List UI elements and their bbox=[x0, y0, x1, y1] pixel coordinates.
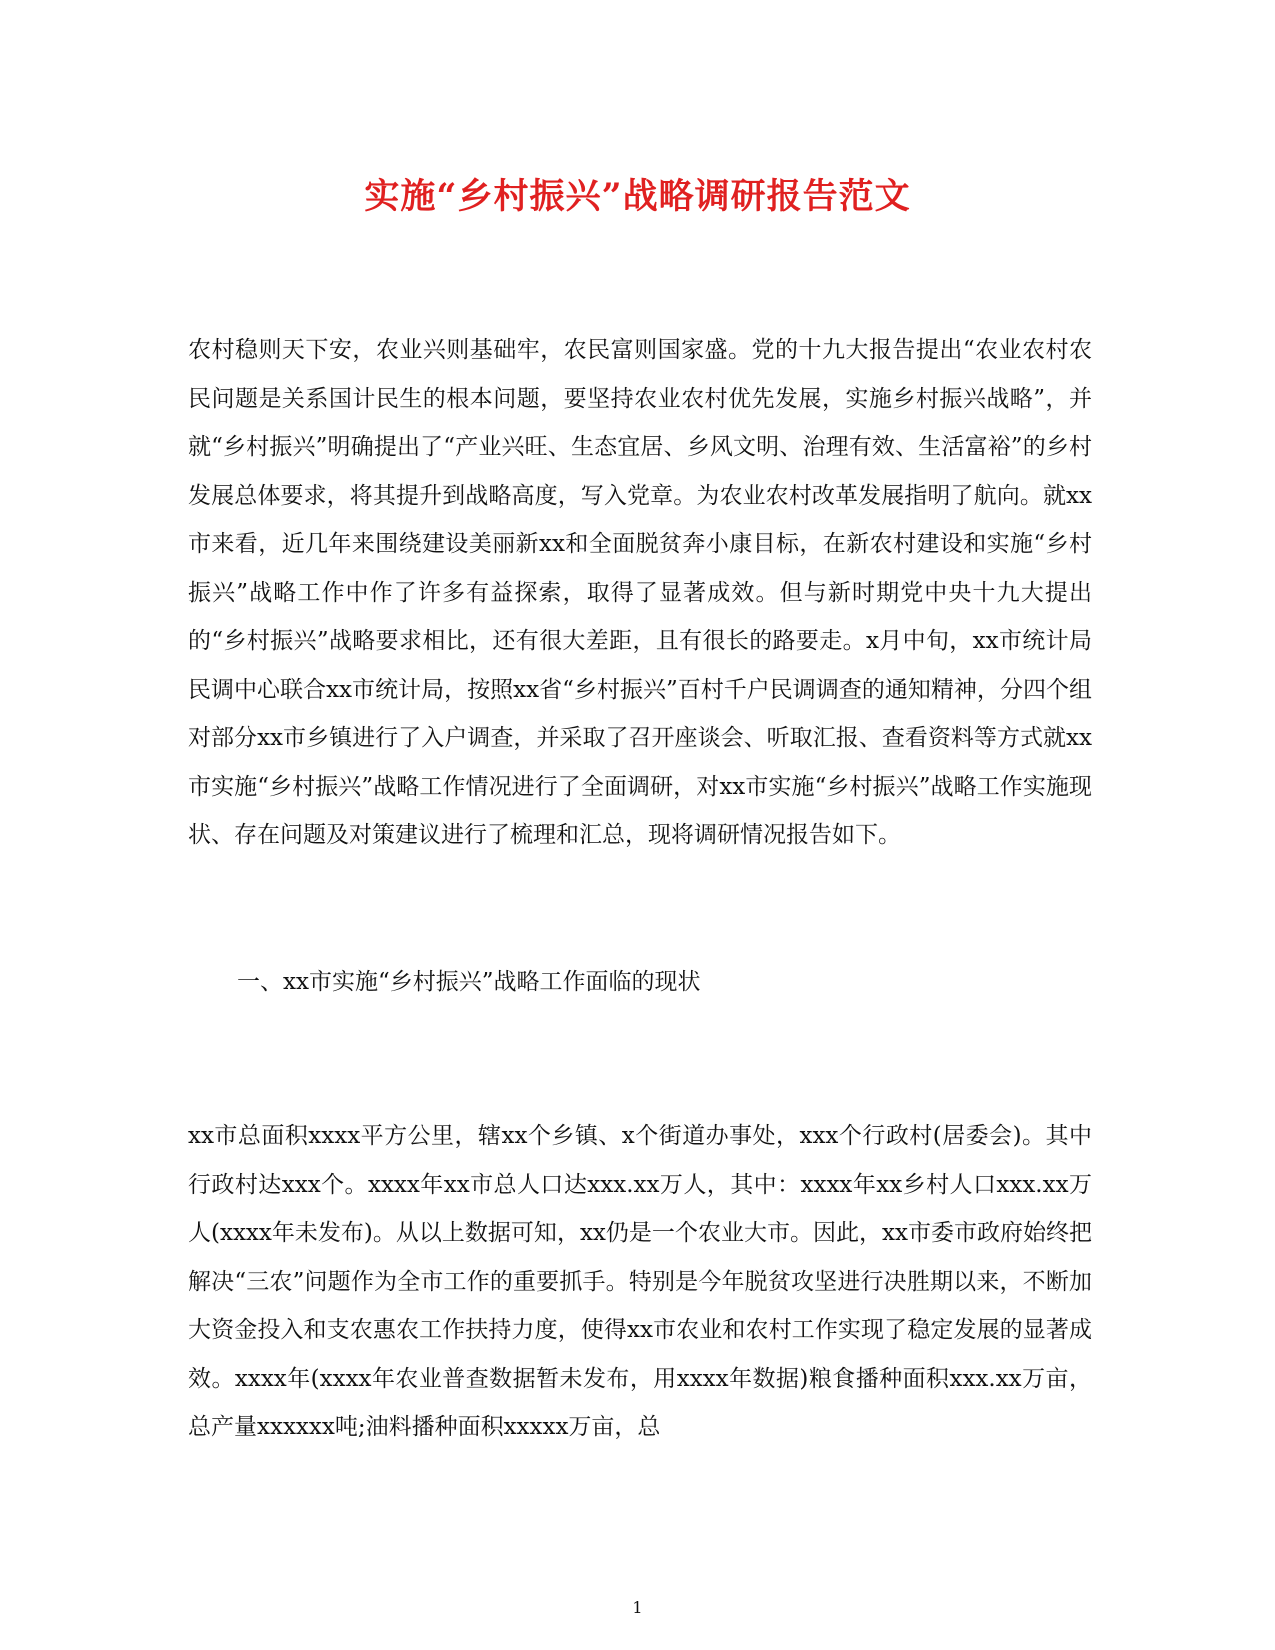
section-heading: 一、xx市实施“乡村振兴”战略工作面临的现状 bbox=[237, 969, 701, 995]
intro-paragraph: 农村稳则天下安，农业兴则基础牢，农民富则国家盛。党的十九大报告提出“农业农村农民问题是关系国计民生的根本问题，要坚持农业农村优先发展，实施乡村振兴战略”，并就“乡村振兴”明确提出了“产业兴旺、生态宜居、乡风文明、治理有效、生活富裕”的乡村发展总体要求，将其提升到战略高度，写入党章。为农业农村改革发展指明了航向。就xx市来看，近几年来围绕建设美丽新xx和全面脱贫奔小康目标，在新农村建设和实施“乡村振兴”战略工作中作了许多有益探索，取得了显著成效。但与新时期党中央十九大提出的“乡村振兴”战略要求相比，还有很大差距，且有很长的路要走。x月中旬，xx市统计局民调中心联合xx市统计局，按照xx省“乡村振兴”百村千户民调调查的通知精神，分四个组对部分xx市乡镇进行了入户调查，并采取了召开座谈会、听取汇报、查看资料等方式就xx市实施“乡村振兴”战略工作情况进行了全面调研，对xx市实施“乡村振兴”战略工作实施现状、存在问题及对策建议进行了梳理和汇总，现将调研情况报告如下。 bbox=[188, 337, 1092, 848]
document-title: 实施“乡村振兴”战略调研报告范文 bbox=[364, 176, 911, 217]
page-number: 1 bbox=[632, 1598, 643, 1617]
section-paragraph: xx市总面积xxxx平方公里，辖xx个乡镇、x个街道办事处，xxx个行政村(居委会)。其中行政村达xxx个。xxxx年xx市总人口达xxx.xx万人，其中：xxxx年xx乡村人口xxx.xx万人(xxxx年未发布)。从以上数据可知，xx仍是一个农业大市。因此，xx市委市政府始终把解决“三农”问题作为全市工作的重要抓手。特别是今年脱贫攻坚进行决胜期以来，不断加大资金投入和支农惠农工作扶持力度，使得xx市农业和农村工作实现了稳定发展的显著成效。xxxx年(xxxx年农业普查数据暂未发布，用xxxx年数据)粮食播种面积xxx.xx万亩，总产量xxxxxx吨;油料播种面积xxxxx万亩，总 bbox=[188, 1123, 1092, 1440]
